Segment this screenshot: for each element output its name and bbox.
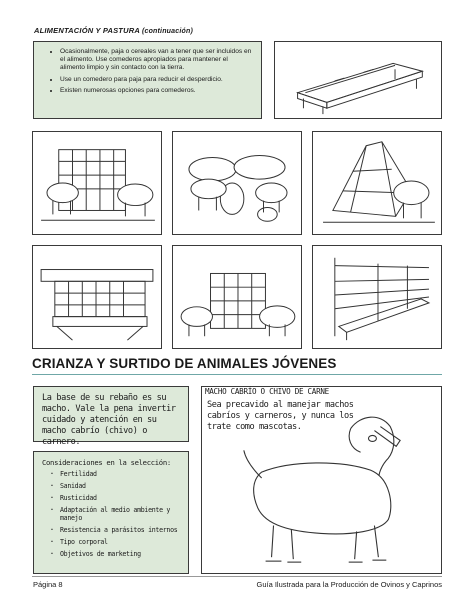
mesh-bale-feeder-drawing xyxy=(173,246,301,348)
header-title: ALIMENTACIÓN Y PASTURA xyxy=(34,26,140,35)
considerations-title: Consideraciones en la selección: xyxy=(42,458,171,467)
trough-illustration xyxy=(274,41,442,119)
slatted-feeder-drawing xyxy=(33,246,161,348)
page-number: Página 8 xyxy=(33,580,63,589)
trough-drawing xyxy=(275,42,441,118)
mesh-bale-feeder-illustration xyxy=(172,245,302,349)
consideration-item: · Sanidad xyxy=(50,483,182,491)
consideration-item: · Resistencia a parásitos internos xyxy=(50,527,182,535)
goat-panel-text: Sea precavido al manejar machos cabríos y carneros, y nunca los trate como mascotas. xyxy=(207,400,354,432)
pigs-sheep-feeder-illustration xyxy=(172,131,302,235)
section-divider xyxy=(32,374,442,375)
note-item: • Ocasionalmente, paja o cereales van a tener que ser incluidos en el alimento. Use comederos apropiados para mantener el alimento limpio y sin contacto con la tierra. xyxy=(60,48,253,73)
consideration-item: · Objetivos de marketing xyxy=(50,551,182,559)
feeding-notes-list xyxy=(50,48,253,95)
hay-rack-feeder-illustration xyxy=(312,131,442,235)
consideration-item: · Fertilidad xyxy=(50,471,182,479)
goat-panel-label: MACHO CABRÍO O CHIVO DE CARNE xyxy=(205,387,329,396)
consideration-item: · Tipo corporal xyxy=(50,539,182,547)
selection-considerations-box xyxy=(33,451,189,574)
page-header xyxy=(34,26,193,35)
feeding-notes-box xyxy=(33,41,262,119)
round-bale-feeder-drawing xyxy=(33,132,161,234)
section-title: CRIANZA Y SURTIDO DE ANIMALES JÓVENES xyxy=(32,356,337,371)
considerations-list xyxy=(42,471,182,559)
footer-divider xyxy=(32,576,442,577)
fence-line-feeder-illustration xyxy=(312,245,442,349)
round-bale-feeder-illustration xyxy=(32,131,162,235)
guide-title: Guía Ilustrada para la Producción de Ovinos y Caprinos xyxy=(256,580,442,589)
note-item: • Use un comedero para paja para reducir el desperdicio. xyxy=(60,76,253,84)
pigs-sheep-feeder-drawing xyxy=(173,132,301,234)
consideration-item: · Adaptación al medio ambiente y manejo xyxy=(50,507,182,523)
intro-text: La base de su rebaño es su macho. Vale la pena invertir cuidado y atención en su macho cabrío (chivo) o carnero. xyxy=(42,393,176,447)
fence-line-feeder-drawing xyxy=(313,246,441,348)
consideration-item: · Rusticidad xyxy=(50,495,182,503)
intro-box xyxy=(33,386,189,447)
slatted-feeder-illustration xyxy=(32,245,162,349)
note-item: • Existen numerosas opciones para comederos. xyxy=(60,87,253,95)
header-subtitle: (continuación) xyxy=(141,28,193,35)
hay-rack-feeder-drawing xyxy=(313,132,441,234)
